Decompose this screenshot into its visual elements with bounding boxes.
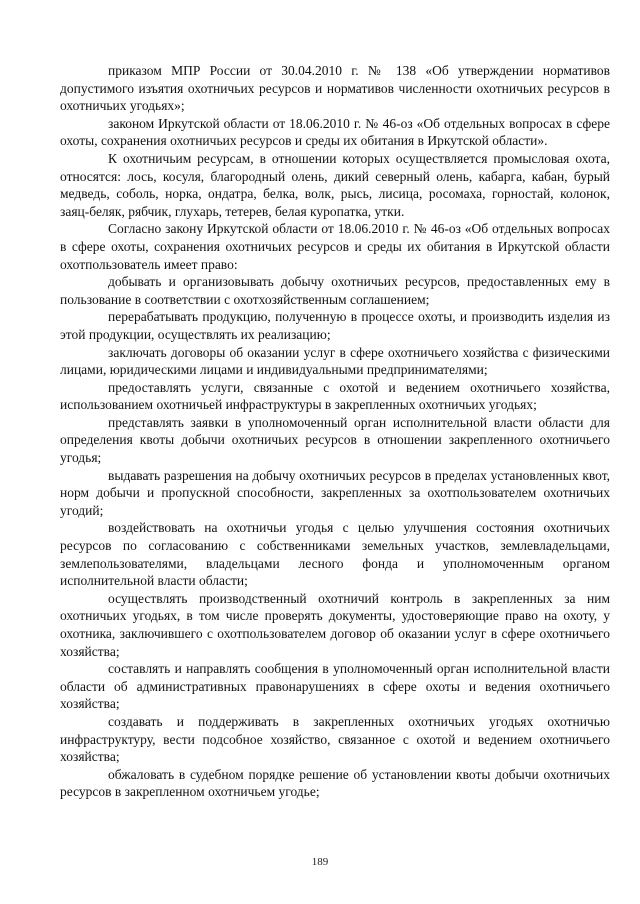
paragraph-user-rights-intro: Согласно закону Иркутской области от 18.06.2010 г. № 46-оз «Об отдельных вопросах в сфере охоты, сохранения охотничьих ресурсов и среды их обитания в Иркутской области охотпользователь имеет право: xyxy=(60,221,610,272)
paragraph-right-infrastructure: создавать и поддерживать в закрепленных охотничьих угодьях охотничью инфраструктуру, вести подсобное хозяйство, связанное с охотой и ведением охотничьего хозяйства; xyxy=(60,713,610,765)
paragraph-order-mpr: приказом МПР России от 30.04.2010 г. № 138 «Об утверждении нормативов допустимого изъятия охотничьих ресурсов и нормативов численности охотничьих ресурсов в охотничьих угодьях»; xyxy=(60,63,610,114)
paragraph-right-reports: составлять и направлять сообщения в уполномоченный орган исполнительной власти области об административных правонарушениях в сфере охоты и ведения охотничьего хозяйства; xyxy=(60,661,610,712)
paragraph-right-appeal: обжаловать в судебном порядке решение об установлении квоты добычи охотничьих ресурсов в закрепленном охотничьем угодье; xyxy=(60,766,610,800)
paragraph-hunting-resources-list: К охотничьим ресурсам, в отношении которых осуществляется промысловая охота, относятся: лось, косуля, благородный олень, дикий северный олень, кабарга, кабан, бурый медведь, соболь, норка, ондатра, белка, волк, рысь, лисица, росомаха, горностай, колонок, заяц-беляк, рябчик, глухарь, тетерев, белая куропатка, утки. xyxy=(60,150,610,219)
paragraph-right-harvest: добывать и организовывать добычу охотничьих ресурсов, предоставленных ему в пользование в соответствии с охотхозяйственным соглашением; xyxy=(60,274,610,307)
paragraph-right-quota-requests: представлять заявки в уполномоченный орган исполнительной власти области для определения квоты добычи охотничьих ресурсов в отношении закрепленного охотничьего угодья; xyxy=(60,414,610,466)
paragraph-right-contracts: заключать договоры об оказании услуг в сфере охотничьего хозяйства с физическими лицами, юридическими лицами и индивидуальными предпринимателями; xyxy=(60,344,610,378)
paragraph-right-process: перерабатывать продукцию, полученную в процессе охоты, и производить изделия из этой продукции, осуществлять их реализацию; xyxy=(60,309,610,342)
paragraph-irkutsk-law: законом Иркутской области от 18.06.2010 г. № 46-оз «Об отдельных вопросах в сфере охоты, сохранения охотничьих ресурсов и среды их обитания в Иркутской области». xyxy=(60,115,610,149)
paragraph-right-habitat: воздействовать на охотничьи угодья с целью улучшения состояния охотничьих ресурсов по согласованию с собственниками земельных участков, землевладельцами, землепользователями, владельцами лесного фонда и уполномоченным органом исполнительной власти области; xyxy=(60,520,610,589)
paragraph-right-services: предоставлять услуги, связанные с охотой и ведением охотничьего хозяйства, использованием охотничьей инфраструктуры в закрепленных охотничьих угодьях; xyxy=(60,379,610,413)
paragraph-right-permits: выдавать разрешения на добычу охотничьих ресурсов в пределах установленных квот, норм добычи и пропускной способности, закрепленных за охотпользователем охотничьих угодий; xyxy=(60,467,610,518)
page-body xyxy=(60,62,610,801)
page-number: 189 xyxy=(311,856,329,868)
paragraph-right-control: осуществлять производственный охотничий контроль в закрепленных за ним охотничьих угодьях, в том числе проверять документы, удостоверяющие право на охоту, у охотника, заключившего с охотпользователем договор об оказании услуг в сфере охотничьего хозяйства; xyxy=(60,590,610,659)
